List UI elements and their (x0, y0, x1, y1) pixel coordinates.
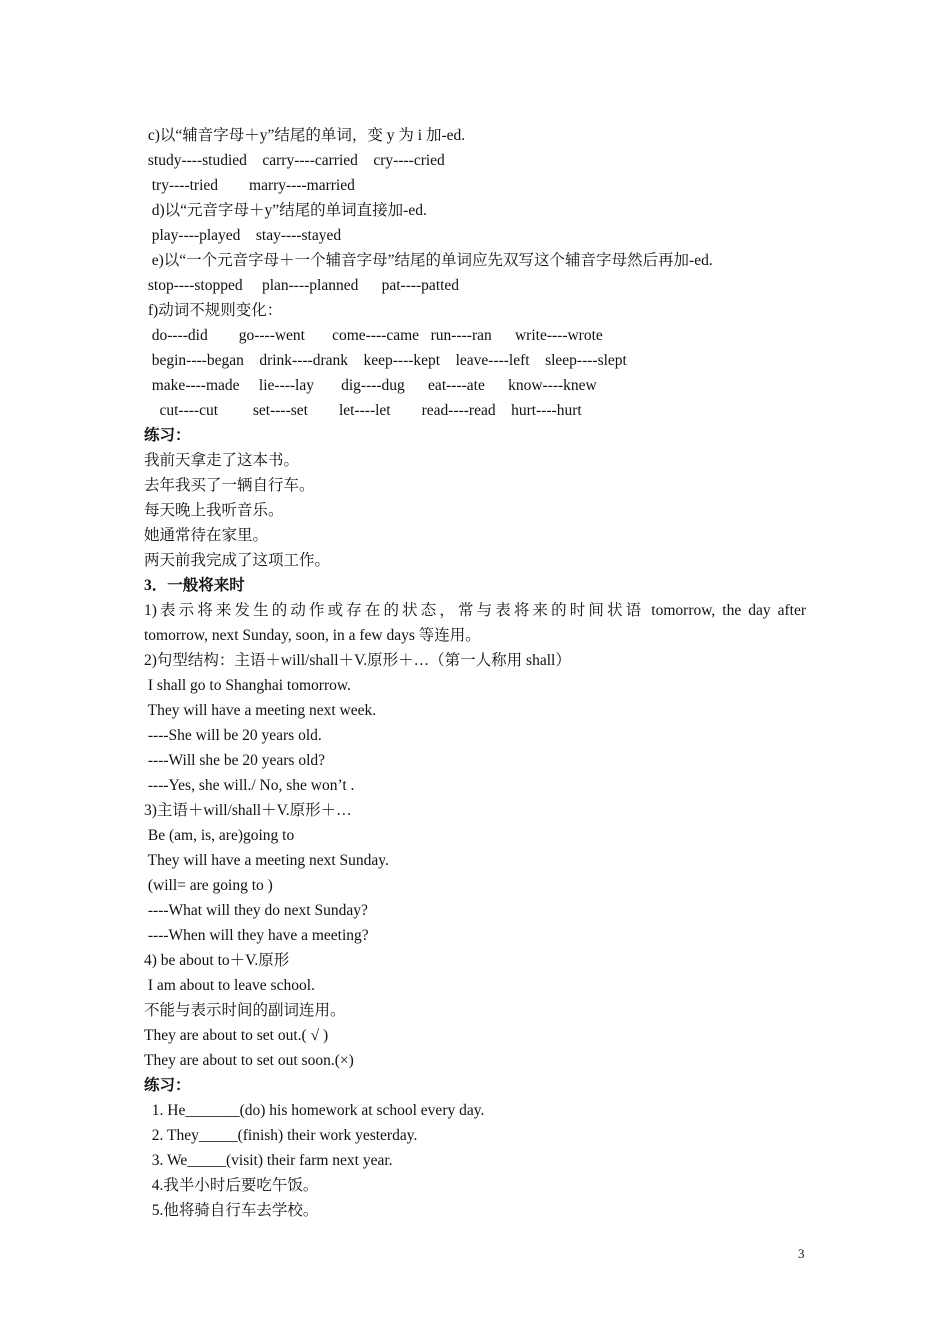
exercise-sentence: 她通常待在家里。 (144, 527, 269, 544)
section-heading-simple-future: 3．一般将来时 (144, 577, 245, 594)
rule-c-heading: c)以“辅音字母＋y”结尾的单词，变 y 为 i 加-ed. (144, 127, 466, 144)
exercise-sentence: 两天前我完成了这项工作。 (144, 552, 331, 569)
example-sentence: ----When will they have a meeting? (144, 927, 369, 944)
exercise-heading: 练习： (144, 1077, 191, 1094)
structure-heading: 3)主语＋will/shall＋V.原形＋… (144, 802, 352, 819)
rule-c-example: study----studied carry----carried cry----cried (144, 152, 445, 169)
example-sentence: ----She will be 20 years old. (144, 727, 322, 744)
irregular-verbs-row: do----did go----went come----came run----ran write----wrote (144, 327, 603, 344)
example-sentence: ----What will they do next Sunday? (144, 902, 368, 919)
rule-d-example: play----played stay----stayed (144, 227, 342, 244)
exercise-heading: 练习： (144, 427, 191, 444)
irregular-verbs-row: make----made lie----lay dig----dug eat----ate know----knew (144, 377, 597, 394)
rule-d-heading: d)以“元音字母＋y”结尾的单词直接加-ed. (144, 202, 427, 219)
example-sentence: I am about to leave school. (144, 977, 315, 994)
example-sentence: ----Yes, she will./ No, she won’t . (144, 777, 355, 794)
example-sentence: I shall go to Shanghai tomorrow. (144, 677, 351, 694)
example-sentence: They are about to set out.( √ ) (144, 1027, 329, 1044)
example-sentence: (will= are going to ) (144, 877, 273, 894)
structure-heading: 2)句型结构：主语＋will/shall＋V.原形＋…（第一人称用 shall） (144, 652, 571, 669)
exercise-sentence: 我前天拿走了这本书。 (144, 452, 300, 469)
structure-heading: 4) be about to＋V.原形 (144, 952, 290, 969)
rule-f-heading: f)动词不规则变化： (144, 302, 283, 319)
paragraph-line: 1)表示将来发生的动作或存在的状态，常与表将来的时间状语 tomorrow, the day after (144, 602, 806, 619)
irregular-verbs-row: begin----began drink----drank keep----kept leave----left sleep----slept (144, 352, 627, 369)
example-sentence: They will have a meeting next week. (144, 702, 377, 719)
irregular-verbs-row: cut----cut set----set let----let read----read hurt----hurt (144, 402, 582, 419)
exercise-item: 3. We_____(visit) their farm next year. (144, 1152, 393, 1169)
usage-note: 不能与表示时间的副词连用。 (144, 1002, 346, 1019)
exercise-sentence: 每天晚上我听音乐。 (144, 502, 284, 519)
example-sentence: ----Will she be 20 years old? (144, 752, 326, 769)
page-number: 3 (798, 1246, 805, 1261)
exercise-sentence: 去年我买了一辆自行车。 (144, 477, 315, 494)
example-sentence: They will have a meeting next Sunday. (144, 852, 389, 869)
rule-e-heading: e)以“一个元音字母＋一个辅音字母”结尾的单词应先双写这个辅音字母然后再加-ed. (144, 252, 713, 269)
rule-e-example: stop----stopped plan----planned pat----patted (144, 277, 460, 294)
rule-c-example: try----tried marry----married (144, 177, 355, 194)
exercise-item: 1. He_______(do) his homework at school every day. (144, 1102, 485, 1119)
example-sentence: Be (am, is, are)going to (144, 827, 295, 844)
paragraph-line: tomorrow, next Sunday, soon, in a few days 等连用。 (144, 627, 481, 644)
exercise-item: 4.我半小时后要吃午饭。 (144, 1177, 319, 1194)
exercise-item: 5.他将骑自行车去学校。 (144, 1202, 319, 1219)
exercise-item: 2. They_____(finish) their work yesterday. (144, 1127, 418, 1144)
example-sentence: They are about to set out soon.(×) (144, 1052, 354, 1069)
